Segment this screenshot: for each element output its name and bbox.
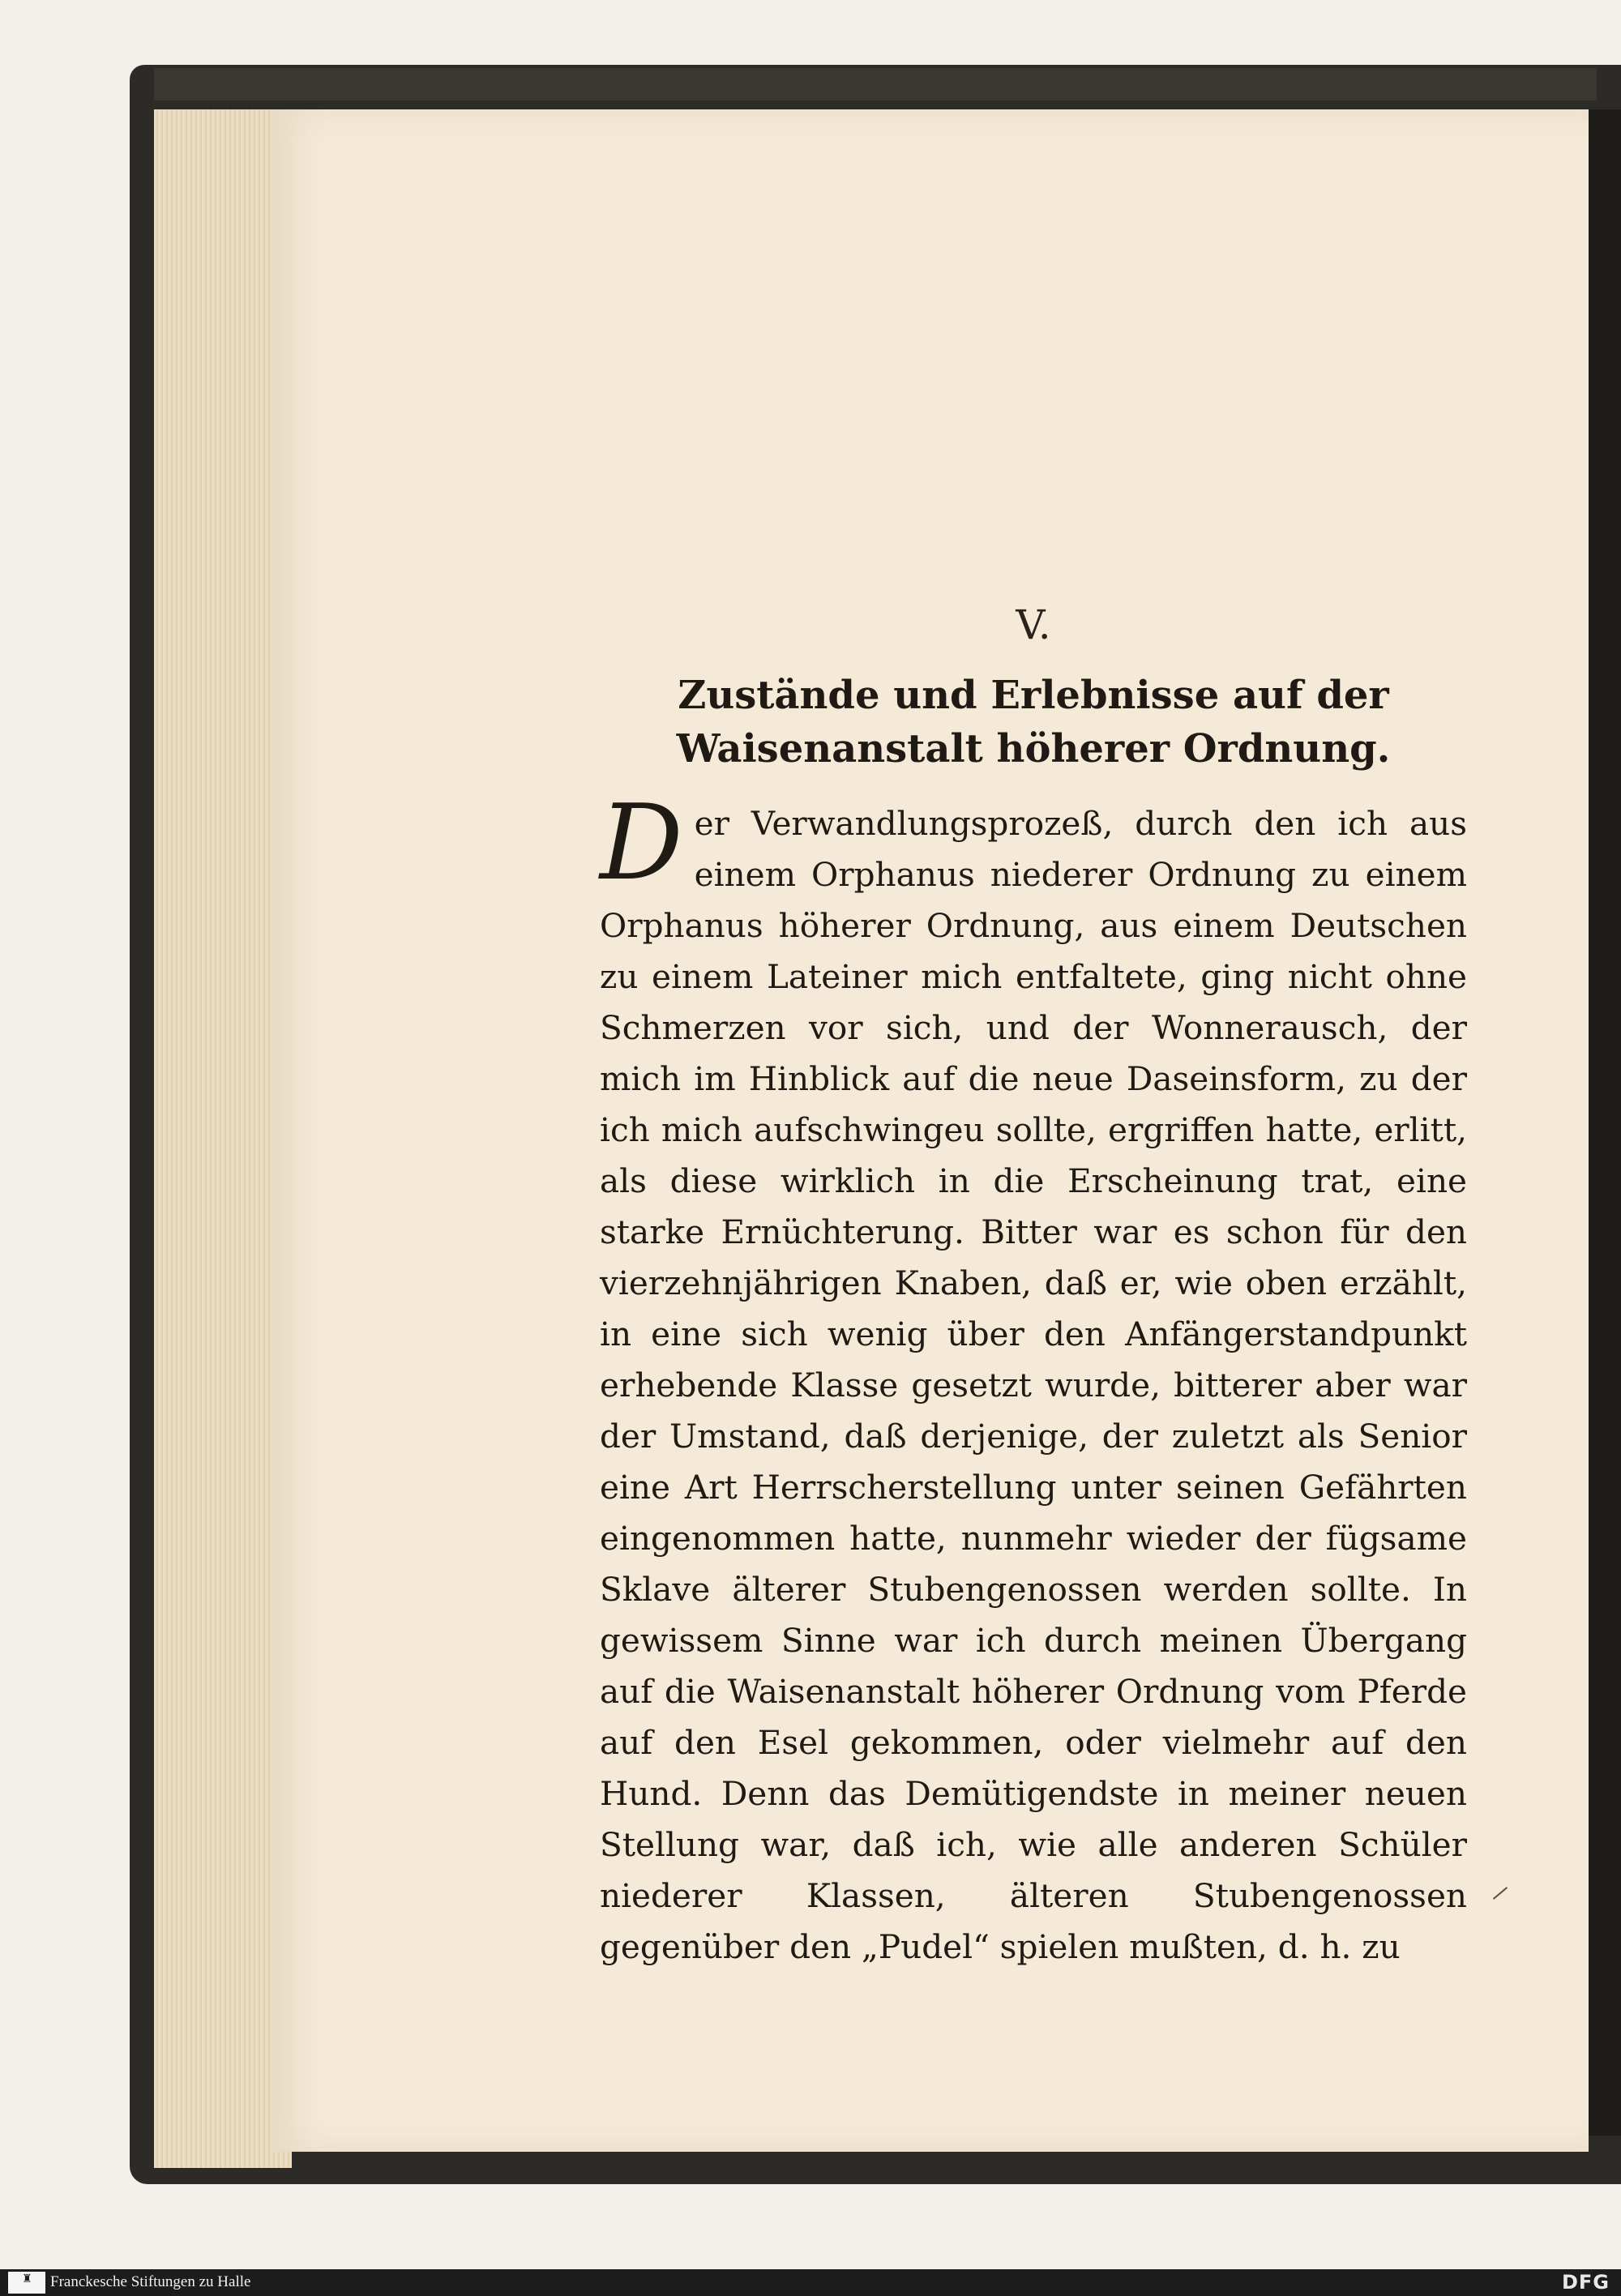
- binding-shadow: [1589, 109, 1621, 2136]
- chapter-number: V.: [1016, 601, 1051, 648]
- logo-glyph-icon: ♜: [22, 2272, 32, 2285]
- body-paragraph: [600, 783, 1467, 1973]
- footer-institution[interactable]: Franckesche Stiftungen zu Halle: [50, 2273, 251, 2290]
- chapter-title: Zustände und Erlebnisse auf der Waisenanstalt höherer Ordnung.: [676, 673, 1391, 772]
- dfg-logo[interactable]: DFG: [1561, 2271, 1610, 2294]
- drop-cap: D: [600, 783, 683, 904]
- body-text: er Verwandlungsprozeß, durch den ich aus einem Orphanus niederer Ordnung zu einem Orphanus höherer Ordnung, aus einem Deutschen zu einem Lateiner mich entfaltete, ging nicht ohne Schmerzen vor sich, und der Wonnerausch, der mich im Hinblick auf die neue Daseinsform, zu der ich mich aufschwingeu sollte, ergriffen hatte, erlitt, als diese wirklich in die Erscheinung trat, eine starke Ernüchterung. Bitter war es schon für den vierzehnjährigen Knaben, daß er, wie oben erzählt, in eine sich wenig über den Anfängerstandpunkt erhebende Klasse gesetzt wurde, bitterer aber war der Umstand, daß derjenige, der zuletzt als Senior eine Art Herrscherstellung unter seinen Gefährten eingenommen hatte, nunmehr wieder der fügsame Sklave älterer Stubengenossen werden sollte. In gewissem Sinne war ich durch meinen Übergang auf die Waisenanstalt höherer Ordnung vom Pferde auf den Esel gekommen, oder vielmehr auf den Hund. Denn das Demütigendste in meiner neuen Stellung war, daß ich, wie alle anderen Schüler niederer Klassen, älteren Stubengenossen gegenüber den „Pudel“ spielen mußten, d. h. zu: [600, 804, 1467, 1966]
- book-cover-top-band: [154, 68, 1597, 100]
